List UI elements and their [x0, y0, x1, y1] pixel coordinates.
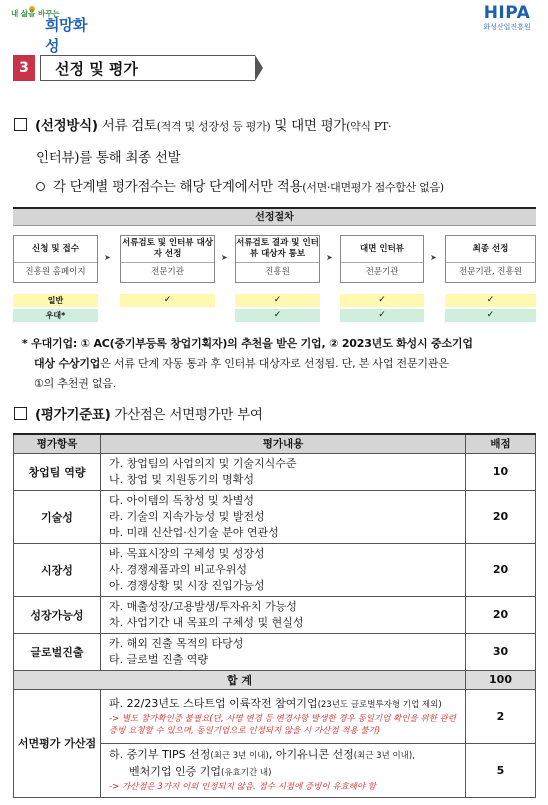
table-row: 창업팀 역량 가. 창업팀의 사업의지 및 기술지식수준 나. 창업 및 지원동기의 명확성 10	[14, 453, 536, 490]
selection-method-line2: 인터뷰)를 통해 최종 선발	[36, 150, 181, 166]
bonus-note: -> 가산점은 3가지 이외 인정되지 않음. 접수 시점에 증빙이 유효해야 함	[109, 782, 377, 792]
procedure-step: 신청 및 접수 진흥원 홈페이지	[13, 235, 98, 283]
checkbox-square-icon	[14, 407, 27, 420]
bonus-category: 서면평가 가산점	[14, 689, 101, 797]
procedure-step: 서류검토 결과 및 인터뷰 대상자 통보 진흥원	[235, 235, 320, 283]
check-icon: ✓	[445, 309, 536, 322]
hwaseong-logo	[11, 6, 91, 55]
check-icon: ✓	[340, 309, 424, 322]
row-label-general: 일반	[13, 294, 98, 307]
check-icon: ✓	[445, 294, 536, 307]
total-label: 합 계	[14, 670, 466, 689]
circle-bullet-icon	[36, 182, 45, 191]
preferred-note: * 우대기업: ① AC(중기부등록 창업기획자)의 추천을 받은 기업, ② 2023년도 화성시 중소기업 대상 수상기업은 서류 단계 자동 통과 후 인터뷰 대상자로 선정됨. 단, 본 사업 전문기관은 ①의 추천권 없음.	[22, 337, 473, 390]
criteria-heading-line	[14, 403, 263, 423]
table-row: 성장가능성 자. 매출성장/고용발생/투자유치 가능성 차. 사업기간 내 목표의 구체성 및 현실성 20	[14, 596, 536, 633]
checkbox-square-icon	[14, 118, 27, 131]
check-icon: ✓	[340, 294, 424, 307]
logo-name: 희망화성	[45, 16, 87, 55]
check-icon: ✓	[120, 294, 215, 307]
evaluation-table	[13, 433, 536, 798]
check-icon: ✓	[235, 309, 320, 322]
hipa-wordmark: HIPA	[483, 3, 531, 23]
column-header: 평가내용	[101, 434, 466, 453]
criteria-subtext: 가산점은 서면평가만 부여	[114, 407, 263, 423]
procedure-step: 서류검토 및 인터뷰 대상자 선정 전문기관	[120, 235, 215, 283]
total-score: 100	[466, 670, 536, 689]
selection-method-line1: (선정방식) 서류 검토(적격 및 성장성 등 평가) 및 대면 평가(약식 PT·	[14, 114, 391, 134]
column-header: 평가항목	[14, 434, 101, 453]
section-number: 3	[13, 55, 35, 81]
selection-method-heading: (선정방식)	[35, 118, 98, 134]
hipa-subtitle: 화성산업진흥원	[483, 23, 531, 31]
total-row	[14, 670, 536, 689]
section-header	[13, 55, 255, 81]
arrow-right-icon: ➤	[430, 253, 437, 262]
selection-method-bullet: 각 단계별 평가점수는 해당 단계에서만 적용(서면·대면평가 점수합산 없음)	[36, 175, 444, 195]
criteria-heading: (평가기준표)	[35, 407, 111, 423]
procedure-step: 대면 인터뷰 전문기관	[340, 235, 424, 283]
section-title: 선정 및 평가	[40, 55, 255, 81]
bonus-row: 하. 중기부 TIPS 선정(최근 3년 이내), 아기유니콘 선정(최근 3년 이내), 벤처기업 인증 기업(유효기간 내) -> 가산점은 3가지 이외 인정되지 않음. 접수 시점에 증빙이 유효해야 함 5	[14, 743, 536, 797]
arrow-right-icon: ➤	[326, 253, 333, 262]
table-row: 글로벌진출 카. 해외 진출 목적의 타당성 타. 글로벌 진출 역량 30	[14, 633, 536, 670]
table-header-row	[14, 434, 536, 453]
table-row: 기술성 다. 아이템의 독창성 및 차별성 라. 기술의 지속가능성 및 발전성 마. 미래 신산업·신기술 분야 연관성 20	[14, 490, 536, 543]
row-label-preferred: 우대*	[13, 309, 98, 322]
check-icon: ✓	[235, 294, 320, 307]
bonus-note: -> 별도 참가확인증 불필요(단, 사명 변경 등 변경사항 발생한 경우 동일기업 확인을 위한 관련 증빙 요청할 수 있으며, 동일기업으로 인정되지 않을 시 가산점 적용 불가)	[109, 713, 456, 736]
arrow-right-icon: ➤	[104, 253, 111, 262]
procedure-step: 최종 선정 전문기관, 진흥원	[445, 235, 536, 283]
procedure-title: 선정절차	[13, 207, 536, 226]
hipa-logo	[477, 4, 537, 32]
bonus-row: 서면평가 가산점 파. 22/23년도 스타트업 이륙작전 참여기업(23년도 글로벌투자형 기업 제외) -> 별도 참가확인증 불필요(단, 사명 변경 등 변경사항 발생한 경우 동일기업 확인을 위한 관련 증빙 요청할 수 있으며, 동일기업으로 인정되지 않을 시 가산점 적용 불가) 2	[14, 689, 536, 743]
arrow-right-icon: ➤	[221, 253, 228, 262]
table-row: 시장성 바. 목표시장의 구체성 및 성장성 사. 경쟁제품과의 비교우위성 아. 경쟁상황 및 시장 진입가능성 20	[14, 543, 536, 596]
column-header: 배점	[466, 434, 536, 453]
logo-slogan: 내 삶을 바꾸는	[11, 9, 60, 18]
